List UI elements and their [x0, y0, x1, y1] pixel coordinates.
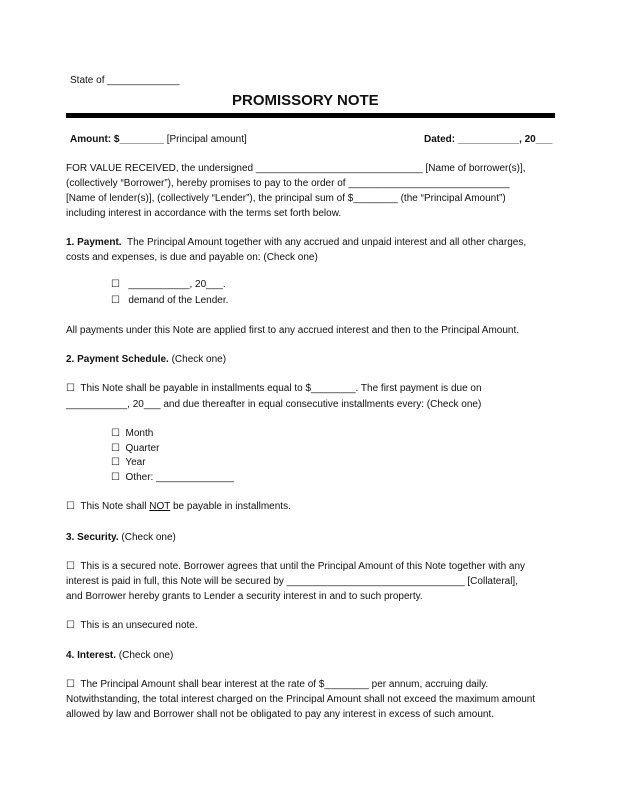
checkbox-icon[interactable]: ☐: [111, 472, 120, 483]
payment-heading: 1. Payment.: [66, 237, 122, 248]
intro-line-2: (collectively “Borrower”), hereby promises to pay to the order of _____________________________: [66, 178, 510, 189]
payment-line-2: costs and expenses, is due and payable on: (Check one): [66, 252, 318, 263]
amount-line: [70, 132, 247, 147]
interest-line-1: The Principal Amount shall bear interest at the rate of $________ per annum, accruing daily.: [80, 679, 489, 690]
schedule-heading-line: [66, 352, 226, 367]
security-secured-option: [66, 559, 525, 574]
no-installments-pre: This Note shall: [80, 501, 150, 512]
security-secured-line-3: and Borrower hereby grants to Lender a security interest in and to such property.: [66, 591, 423, 602]
no-installments-not: NOT: [149, 501, 171, 512]
checkbox-icon[interactable]: ☐: [66, 383, 75, 394]
checkbox-icon[interactable]: ☐: [66, 561, 75, 572]
interest-rate-option: [66, 677, 488, 692]
dated-line: Dated: ___________, 20___: [424, 134, 553, 145]
security-check-hint: (Check one): [118, 532, 176, 543]
checkbox-icon[interactable]: ☐: [111, 279, 120, 290]
schedule-heading: 2. Payment Schedule.: [66, 354, 169, 365]
period-year: [111, 455, 146, 470]
period-month: [111, 426, 153, 441]
period-other-label: Other: ______________: [125, 472, 234, 483]
period-year-label: Year: [125, 457, 146, 468]
interest-heading-line: [66, 648, 173, 663]
amount-label: Amount: $________: [70, 134, 164, 145]
period-quarter-label: Quarter: [125, 443, 160, 454]
security-heading: 3. Security.: [66, 532, 119, 543]
interest-check-hint: (Check one): [116, 650, 174, 661]
payment-application-note: All payments under this Note are applied first to any accrued interest and then to the Principal Amount.: [66, 325, 520, 336]
security-secured-line-1: This is a secured note. Borrower agrees that until the Principal Amount of this Note together with any: [80, 561, 526, 572]
amount-hint: [Principal amount]: [163, 134, 247, 145]
title-rule: [66, 113, 555, 118]
checkbox-icon[interactable]: ☐: [111, 295, 120, 306]
security-secured-line-2: interest is paid in full, this Note will be secured by ________________________________ [Collateral],: [66, 576, 518, 587]
schedule-installments-option: [66, 381, 482, 396]
document-title: PROMISSORY NOTE: [232, 92, 379, 109]
schedule-check-hint: (Check one): [168, 354, 227, 365]
intro-line-3: [Name of lender(s)], (collectively “Lender”), the principal sum of $________ (the “Principal Amount”): [66, 193, 506, 204]
security-heading-line: [66, 530, 176, 545]
payment-line-1: [66, 235, 526, 250]
no-installments-post: be payable in installments.: [170, 501, 291, 512]
schedule-installments-line-2: ___________, 20___ and due thereafter in equal consecutive installments every: (Check one): [66, 399, 482, 410]
interest-heading: 4. Interest.: [66, 650, 117, 661]
checkbox-icon[interactable]: ☐: [111, 457, 120, 468]
payment-option-demand-label: demand of the Lender.: [128, 295, 229, 306]
schedule-installments-line-1: This Note shall be payable in installments equal to $________. The first payment is due on: [80, 383, 482, 394]
intro-line-4: including interest in accordance with the terms set forth below.: [66, 208, 342, 219]
checkbox-icon[interactable]: ☐: [111, 443, 120, 454]
security-unsecured-option: [66, 618, 198, 633]
payment-option-date: [111, 277, 226, 292]
checkbox-icon[interactable]: ☐: [66, 679, 75, 690]
checkbox-icon[interactable]: ☐: [111, 428, 120, 439]
payment-option-demand: [111, 293, 228, 308]
period-quarter: [111, 441, 159, 456]
payment-text-1: The Principal Amount together with any accrued and unpaid interest and all other charges,: [121, 237, 527, 248]
intro-line-1: FOR VALUE RECEIVED, the undersigned ______________________________ [Name of borrower(s)],: [66, 163, 526, 174]
checkbox-icon[interactable]: ☐: [66, 501, 75, 512]
payment-option-date-label: ___________, 20___.: [128, 279, 226, 290]
period-month-label: Month: [125, 428, 154, 439]
interest-line-2: Notwithstanding, the total interest charged on the Principal Amount shall not exceed the maximum amount: [66, 694, 536, 705]
state-line: State of _____________: [70, 75, 180, 86]
period-other: [111, 470, 234, 485]
interest-line-3: allowed by law and Borrower shall not be obligated to pay any interest in excess of such amount.: [66, 709, 495, 720]
security-unsecured-label: This is an unsecured note.: [80, 620, 198, 631]
checkbox-icon[interactable]: ☐: [66, 620, 75, 631]
schedule-no-installments-option: [66, 499, 291, 514]
